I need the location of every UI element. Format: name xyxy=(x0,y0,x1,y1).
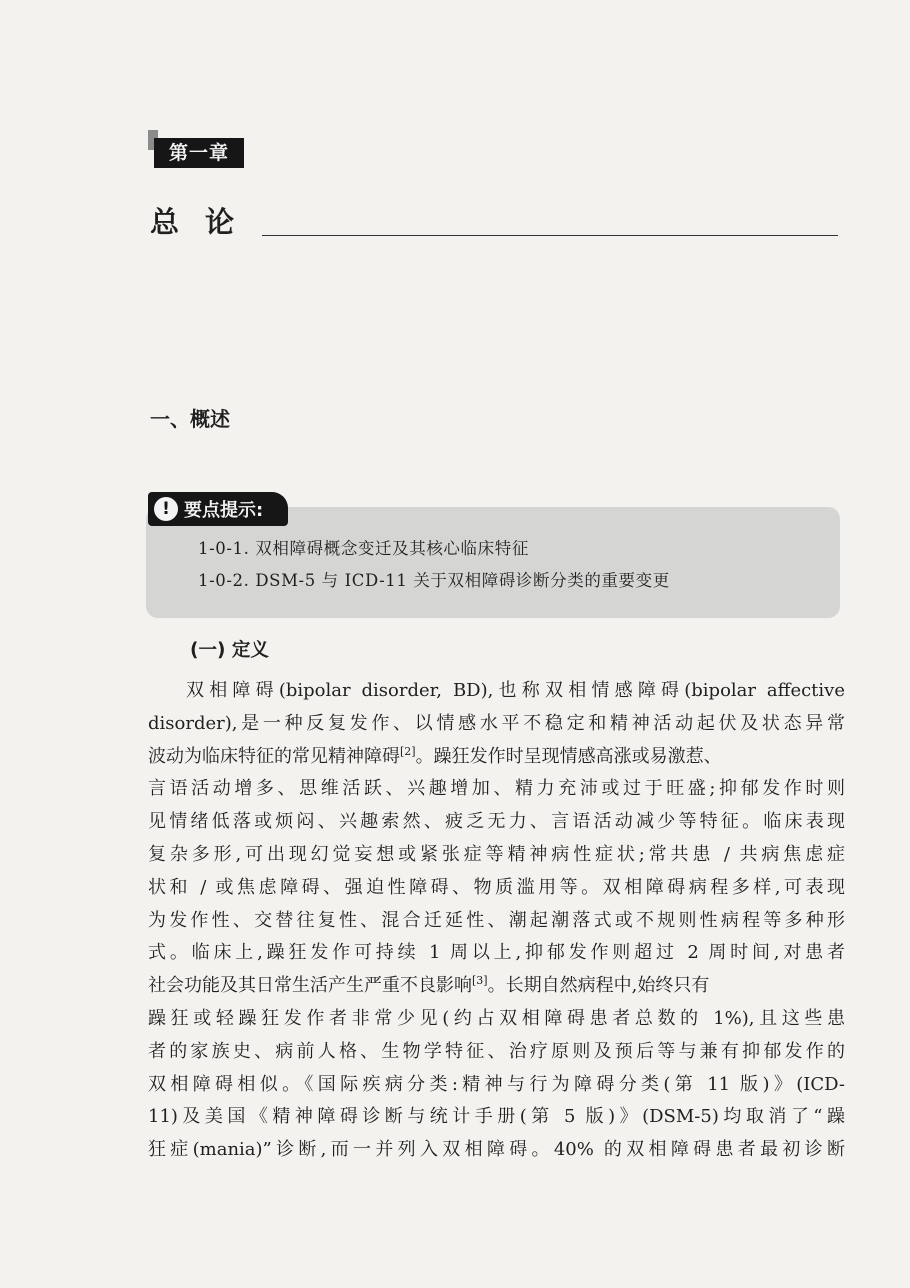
key-points-tab xyxy=(148,492,288,526)
body-line: 式。临床上,躁狂发作可持续 1 周以上,抑郁发作则超过 2 周时间,对患者 xyxy=(148,942,845,964)
body-line: 复杂多形,可出现幻觉妄想或紧张症等精神病性症状;常共患 / 共病焦虑症 xyxy=(148,843,845,865)
key-point-item: 1-0-2. DSM-5 与 ICD-11 关于双相障碍诊断分类的重要变更 xyxy=(198,571,670,590)
body-line-segment: 。长期自然病程中,始终只有 xyxy=(487,975,710,997)
body-line-segment: 。躁狂发作时呈现情感高涨或易激惹、 xyxy=(415,745,722,767)
body-line xyxy=(148,741,845,774)
body-line-segment: 波动为临床特征的常见精神障碍 xyxy=(148,745,400,767)
body-line-segment: 社会功能及其日常生活产生严重不良影响 xyxy=(148,975,472,997)
subsection-heading: (一) 定义 xyxy=(190,640,269,661)
body-line: disorder),是一种反复发作、以情感水平不稳定和精神活动起伏及状态异常 xyxy=(148,712,845,734)
exclamation-icon: ! xyxy=(154,497,178,521)
body-line: 双相障碍相似。《国际疾病分类:精神与行为障碍分类(第 11 版)》(ICD- xyxy=(148,1073,845,1095)
title-underline xyxy=(262,235,838,236)
body-paragraph xyxy=(148,675,845,1167)
body-line xyxy=(148,970,845,1003)
body-line: 双相障碍(bipolar disorder, BD),也称双相情感障碍(bipolar affective xyxy=(186,680,845,701)
section-heading: 一、概述 xyxy=(150,407,230,431)
citation-ref: [2] xyxy=(400,744,416,758)
body-line: 状和 / 或焦虑障碍、强迫性障碍、物质滥用等。双相障碍病程多样,可表现 xyxy=(148,876,845,898)
body-line: 言语活动增多、思维活跃、兴趣增加、精力充沛或过于旺盛;抑郁发作时则 xyxy=(148,778,845,800)
chapter-tag xyxy=(148,130,246,170)
citation-ref: [3] xyxy=(472,974,488,988)
body-line: 见情绪低落或烦闷、兴趣索然、疲乏无力、言语活动减少等特征。临床表现 xyxy=(148,811,845,833)
key-points-title: 要点提示: xyxy=(184,500,264,521)
chapter-title: 总论 xyxy=(150,205,261,239)
chapter-tag-label: 第一章 xyxy=(154,138,244,168)
body-line: 者的家族史、病前人格、生物学特征、治疗原则及预后等与兼有抑郁发作的 xyxy=(148,1040,845,1062)
body-line: 躁狂或轻躁狂发作者非常少见(约占双相障碍患者总数的 1%),且这些患 xyxy=(148,1007,845,1029)
body-line: 11)及美国《精神障碍诊断与统计手册(第 5 版)》(DSM-5)均取消了“躁 xyxy=(148,1106,845,1128)
key-point-item: 1-0-1. 双相障碍概念变迁及其核心临床特征 xyxy=(198,539,529,558)
body-line: 为发作性、交替往复性、混合迁延性、潮起潮落式或不规则性病程等多种形 xyxy=(148,909,845,931)
body-line: 狂症(mania)”诊断,而一并列入双相障碍。40% 的双相障碍患者最初诊断 xyxy=(148,1139,845,1161)
